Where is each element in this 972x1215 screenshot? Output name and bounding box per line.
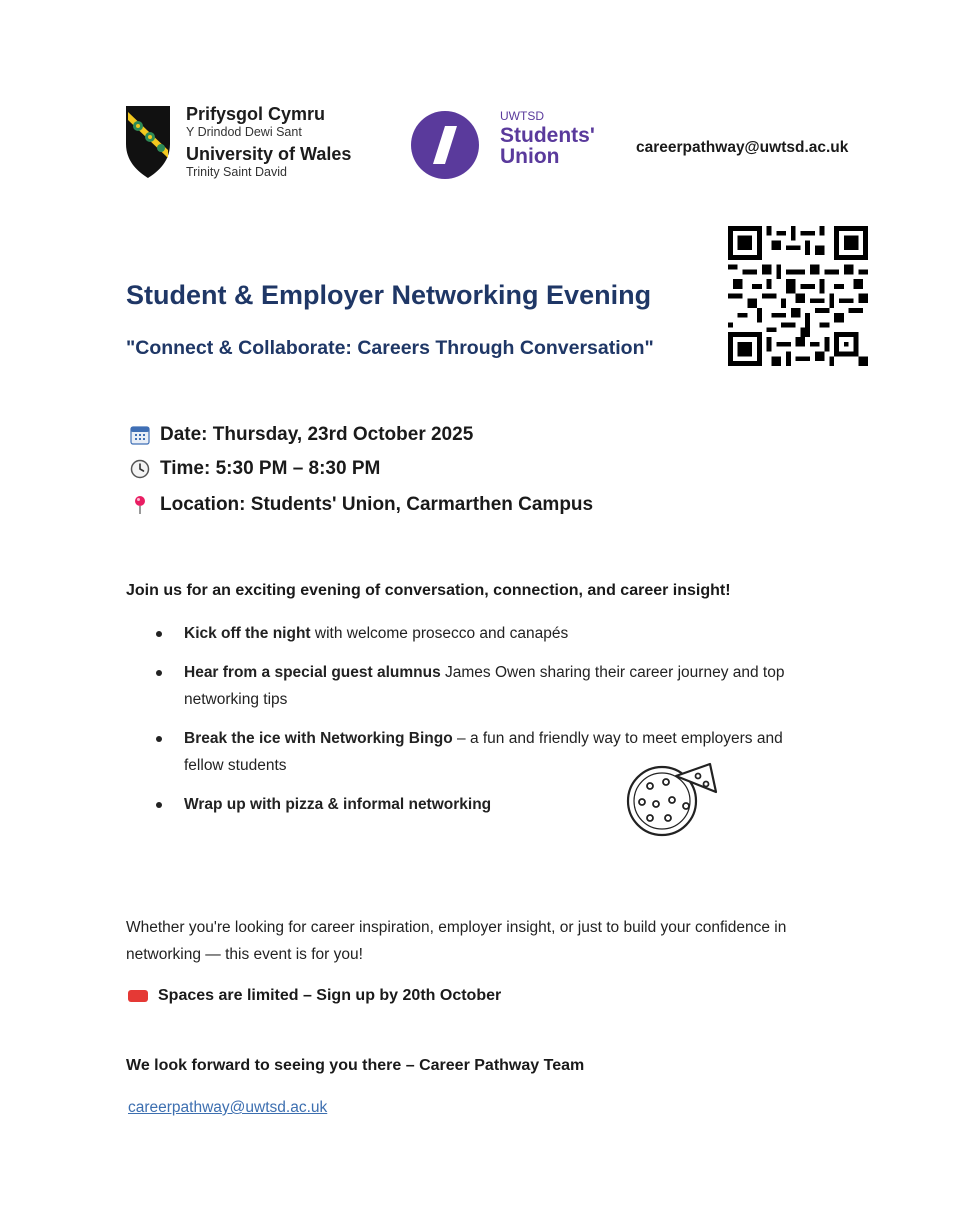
- university-english-name: University of Wales: [186, 144, 352, 165]
- list-item-bold: Hear from a special guest alumnus: [184, 664, 441, 681]
- spaces-notice-text: Spaces are limited – Sign up by 20th October: [158, 987, 502, 1004]
- university-english-subname: Trinity Saint David: [186, 164, 287, 179]
- list-item-bold: Break the ice with Networking Bingo: [184, 730, 453, 747]
- list-item-text: James Owen sharing their career journey and top networking tips: [184, 664, 785, 708]
- university-welsh-subname: Y Drindod Dewi Sant: [186, 124, 302, 139]
- university-name: [186, 105, 351, 179]
- highlights-list: [150, 620, 840, 830]
- university-crest-logo: [124, 104, 172, 180]
- event-time: [130, 458, 380, 480]
- calendar-icon: [130, 425, 150, 445]
- header-email: careerpathway@uwtsd.ac.uk: [636, 139, 849, 156]
- list-item: [150, 791, 644, 818]
- su-students: Students': [500, 124, 595, 147]
- event-date: [130, 424, 473, 446]
- pizza-icon: [620, 756, 720, 838]
- su-acronym: UWTSD: [500, 109, 544, 123]
- intro-text: Join us for an exciting evening of conversation, connection, and career insight!: [126, 582, 731, 599]
- event-title: Student & Employer Networking Evening: [126, 280, 652, 310]
- red-tag-icon: [128, 990, 148, 1002]
- list-item-bold: Wrap up with pizza & informal networking: [184, 796, 492, 813]
- list-item-text: with welcome prosecco and canapés: [310, 625, 569, 642]
- event-location: [130, 494, 593, 516]
- students-union-name: [500, 110, 595, 167]
- event-location-text: Location: Students' Union, Carmarthen Campus: [160, 494, 594, 515]
- event-date-text: Date: Thursday, 23rd October 2025: [160, 424, 474, 445]
- closing-paragraph: Whether you're looking for career inspiration, employer insight, or just to build your confidence in networking — this event is for you!: [126, 919, 787, 963]
- clock-icon: [130, 459, 150, 479]
- event-subtitle: "Connect & Collaborate: Careers Through Conversation": [126, 337, 654, 359]
- list-item: [150, 620, 704, 647]
- footer-email-link[interactable]: careerpathway@uwtsd.ac.uk: [128, 1099, 328, 1116]
- signoff: We look forward to seeing you there – Career Pathway Team: [126, 1057, 585, 1074]
- qr-code[interactable]: [728, 226, 868, 366]
- list-item: [150, 659, 844, 713]
- event-time-text: Time: 5:30 PM – 8:30 PM: [160, 458, 381, 479]
- pin-icon: [130, 495, 150, 515]
- university-welsh-name: Prifysgol Cymru: [186, 104, 326, 124]
- students-union-logo: [405, 110, 485, 180]
- su-union: Union: [500, 145, 560, 168]
- spaces-notice: [128, 987, 501, 1005]
- list-item-bold: Kick off the night: [184, 625, 311, 642]
- list-item-text: – a fun and friendly way to meet employers and fellow students: [184, 730, 783, 774]
